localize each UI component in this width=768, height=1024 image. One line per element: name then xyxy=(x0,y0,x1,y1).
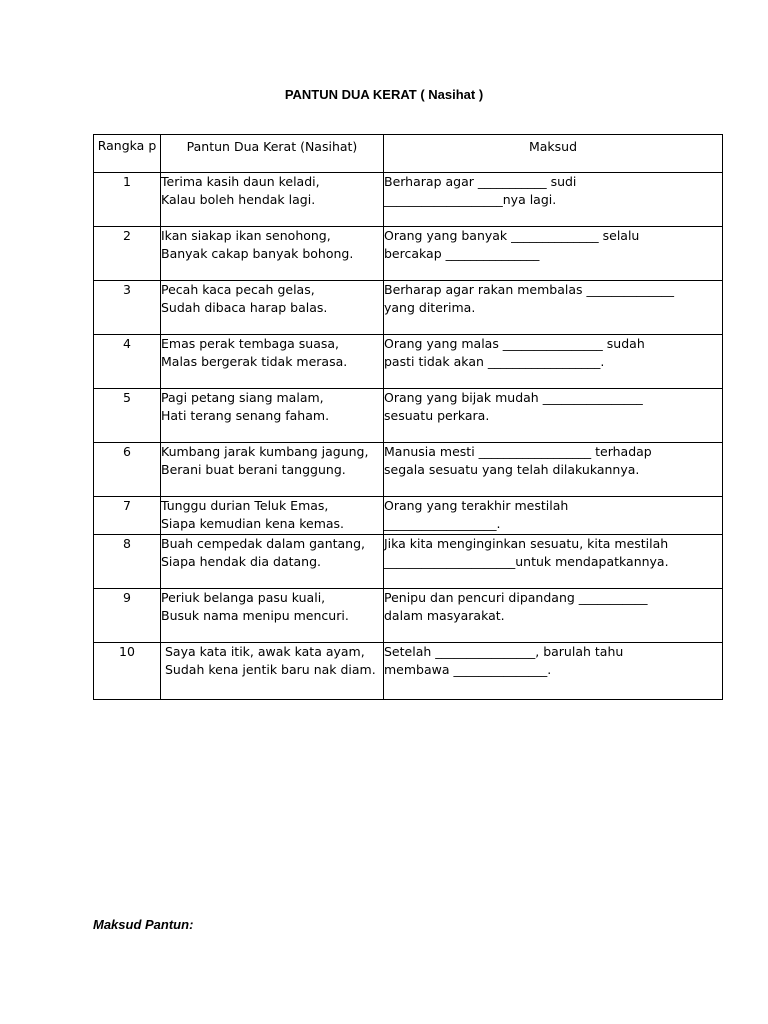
table-row xyxy=(94,281,723,335)
pantun-line: Busuk nama menipu mencuri. xyxy=(161,608,349,623)
rangkap-number: 7 xyxy=(94,497,161,535)
pantun-line: Pecah kaca pecah gelas, xyxy=(161,282,315,297)
pantun-line: Tunggu durian Teluk Emas, xyxy=(161,498,329,513)
maksud-line: Orang yang terakhir mestilah xyxy=(384,498,569,513)
table-row xyxy=(94,173,723,227)
maksud-line: dalam masyarakat. xyxy=(384,608,505,623)
pantun-line: Siapa kemudian kena kemas. xyxy=(161,516,345,531)
rangkap-number: 1 xyxy=(94,173,161,227)
pantun-cell xyxy=(161,227,384,281)
pantun-cell xyxy=(161,389,384,443)
maksud-cell xyxy=(384,497,723,535)
maksud-line: Orang yang malas ________________ sudah xyxy=(384,336,645,351)
maksud-line: membawa _______________. xyxy=(384,662,552,677)
maksud-line: ___________________nya lagi. xyxy=(384,192,557,207)
pantun-line: Sudah dibaca harap balas. xyxy=(161,300,328,315)
table-row xyxy=(94,443,723,497)
rangkap-number: 3 xyxy=(94,281,161,335)
table-row xyxy=(94,643,723,700)
pantun-line: Buah cempedak dalam gantang, xyxy=(161,536,366,551)
pantun-line: Periuk belanga pasu kuali, xyxy=(161,590,326,605)
pantun-cell xyxy=(161,281,384,335)
rangkap-number: 2 xyxy=(94,227,161,281)
maksud-cell xyxy=(384,443,723,497)
pantun-cell xyxy=(161,443,384,497)
maksud-line: Jika kita menginginkan sesuatu, kita mestilah xyxy=(384,536,669,551)
header-rangkap: Rangka p xyxy=(94,135,161,173)
pantun-line: Pagi petang siang malam, xyxy=(161,390,324,405)
maksud-line: Orang yang bijak mudah ________________ xyxy=(384,390,643,405)
maksud-line: segala sesuatu yang telah dilakukannya. xyxy=(384,462,640,477)
maksud-cell xyxy=(384,589,723,643)
header-pantun: Pantun Dua Kerat (Nasihat) xyxy=(161,135,384,173)
maksud-cell xyxy=(384,643,723,700)
table-row xyxy=(94,535,723,589)
table-row xyxy=(94,389,723,443)
maksud-line: yang diterima. xyxy=(384,300,476,315)
rangkap-number: 9 xyxy=(94,589,161,643)
table-header-row xyxy=(94,135,723,173)
maksud-line: Berharap agar ___________ sudi xyxy=(384,174,577,189)
maksud-line: Orang yang banyak ______________ selalu xyxy=(384,228,640,243)
maksud-cell xyxy=(384,389,723,443)
maksud-line: Berharap agar rakan membalas ______________ xyxy=(384,282,674,297)
pantun-line: Siapa hendak dia datang. xyxy=(161,554,322,569)
document-title: PANTUN DUA KERAT ( Nasihat ) xyxy=(284,87,484,102)
table-row xyxy=(94,335,723,389)
rangkap-number: 10 xyxy=(94,643,161,700)
table-row xyxy=(94,497,723,535)
rangkap-number: 4 xyxy=(94,335,161,389)
maksud-pantun-label: Maksud Pantun: xyxy=(93,917,194,932)
rangkap-number: 6 xyxy=(94,443,161,497)
pantun-line: Kalau boleh hendak lagi. xyxy=(161,192,316,207)
pantun-cell xyxy=(161,643,384,700)
pantun-table xyxy=(93,134,723,700)
pantun-line: Hati terang senang faham. xyxy=(161,408,330,423)
maksud-cell xyxy=(384,281,723,335)
pantun-line: Banyak cakap banyak bohong. xyxy=(161,246,354,261)
rangkap-number: 5 xyxy=(94,389,161,443)
maksud-cell xyxy=(384,227,723,281)
maksud-line: _____________________untuk mendapatkannya. xyxy=(384,554,669,569)
maksud-line: sesuatu perkara. xyxy=(384,408,490,423)
pantun-line: Emas perak tembaga suasa, xyxy=(161,336,340,351)
pantun-cell xyxy=(161,173,384,227)
maksud-line: Setelah ________________, barulah tahu xyxy=(384,644,624,659)
maksud-cell xyxy=(384,535,723,589)
pantun-line: Ikan siakap ikan senohong, xyxy=(161,228,331,243)
maksud-line: bercakap _______________ xyxy=(384,246,540,261)
pantun-cell xyxy=(161,535,384,589)
pantun-line: Kumbang jarak kumbang jagung, xyxy=(161,444,369,459)
maksud-line: __________________. xyxy=(384,516,501,531)
header-maksud: Maksud xyxy=(384,135,723,173)
pantun-line: Malas bergerak tidak merasa. xyxy=(161,354,348,369)
pantun-line: Berani buat berani tanggung. xyxy=(161,462,346,477)
maksud-line: pasti tidak akan __________________. xyxy=(384,354,605,369)
rangkap-number: 8 xyxy=(94,535,161,589)
pantun-line: Terima kasih daun keladi, xyxy=(161,174,320,189)
maksud-cell xyxy=(384,173,723,227)
maksud-line: Penipu dan pencuri dipandang ___________ xyxy=(384,590,648,605)
pantun-line: Sudah kena jentik baru nak diam. xyxy=(165,662,376,677)
pantun-line: Saya kata itik, awak kata ayam, xyxy=(165,644,365,659)
table-row xyxy=(94,227,723,281)
pantun-cell xyxy=(161,589,384,643)
maksud-cell xyxy=(384,335,723,389)
pantun-cell xyxy=(161,497,384,535)
maksud-line: Manusia mesti __________________ terhadap xyxy=(384,444,652,459)
table-row xyxy=(94,589,723,643)
pantun-cell xyxy=(161,335,384,389)
